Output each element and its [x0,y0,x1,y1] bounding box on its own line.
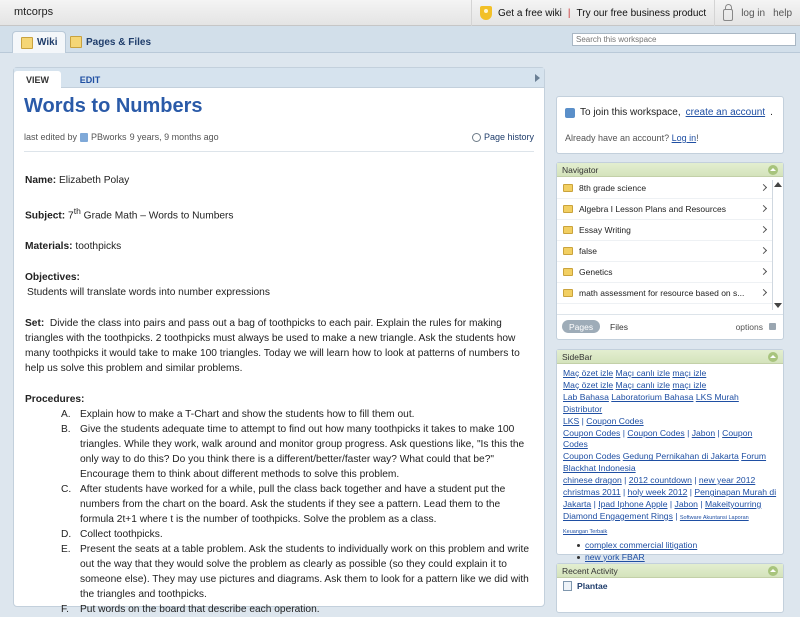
navigator-scrollbar[interactable] [772,180,782,310]
chevron-right-icon [760,268,767,275]
set-text: Divide the class into pairs and pass out a bag of toothpicks to each pair. Explain the rules for making triangles with the toothpicks. 2 toothpicks must always be used to make a new triangle. Ask the students how many toothpicks it would take to make 100 triangles. Today we will learn how to look at patterns of numbers to help us solve this problem and similar problems. [25,318,520,375]
sidebar-line [563,380,777,392]
promo-area [471,0,714,26]
login-suffix: ! [696,133,699,143]
sidebar-link[interactable]: new york FBAR [585,551,645,562]
procedure-letter: E. [61,544,71,556]
nav-item-label: 8th grade science [579,183,647,193]
navigator-header [557,163,783,177]
sidebar-link[interactable]: Jabon [674,498,698,509]
procedures-label: Procedures: [25,394,85,406]
subject-grade: 7 [68,210,74,222]
clock-icon [472,133,481,142]
chevron-right-icon [760,247,767,254]
separator: | [624,475,627,486]
try-business-product-link[interactable]: Try our free business product [576,7,707,19]
content-tabs [14,68,544,88]
nav-item[interactable] [557,178,772,199]
sidebar-link[interactable]: Coupon Codes [586,415,644,426]
sidebar-link[interactable]: maçı izle [672,379,707,390]
join-line [565,107,773,118]
sidebar-title: SideBar [562,352,593,362]
join-suffix: . [770,107,773,118]
procedure-letter: F. [61,604,69,616]
sidebar-line [563,451,777,463]
scroll-down-icon[interactable] [774,303,782,308]
objectives-label: Objectives: [25,272,80,284]
options-dropdown-icon[interactable] [769,323,776,330]
collapse-icon[interactable] [768,165,778,175]
sidebar-line [563,416,777,428]
tab-edit[interactable]: EDIT [79,75,101,85]
login-link[interactable]: log in [741,7,766,19]
sidebar-link[interactable]: Maç özet izle [563,379,614,390]
subject-label: Subject: [25,210,66,222]
last-edited [24,132,219,142]
sidebar-link[interactable]: christmas 2011 [563,487,621,498]
procedure-text: After students have worked for a while, pull the class back together and have a student put the numbers from the chart on the board. Ask the students if they see a pattern. Lead them to the formula 2t+1 where t is the number of toothpicks. Solve the problem as a class. [80,484,506,526]
procedure-text: Explain how to make a T-Chart and show the students how to fill them out. [80,409,415,421]
sidebar-link[interactable]: Coupon Codes [627,427,685,438]
sidebar-link[interactable]: maçı izle [672,368,707,378]
top-bar-right [471,0,800,26]
sidebar-line [563,511,777,525]
chevron-right-icon [760,226,767,233]
nav-item-label: false [579,246,597,256]
sidebar-link[interactable]: Coupon Codes [563,427,621,438]
separator: | [689,487,693,498]
last-edited-prefix: last edited by [24,132,78,142]
procedure-letter: D. [61,529,72,541]
objectives-value: Students will translate words into number expressions [27,287,270,299]
sidebar-link[interactable]: 2012 countdown [628,475,692,486]
page-body [25,173,530,617]
procedure-item [61,422,530,482]
separator: | [622,427,625,438]
sidebar-link[interactable]: LKS [563,415,580,426]
subject-rest: Grade Math – Words to Numbers [83,210,234,222]
top-bar [0,0,800,26]
procedure-letter: A. [61,409,71,421]
sidebar-link[interactable]: Maçı canlı izle [615,379,670,390]
pbworks-badge-icon [480,6,492,20]
sidebar-link[interactable]: Ipad Iphone Apple [598,498,668,509]
tab-pages-files[interactable] [62,31,159,53]
collapse-arrow-icon[interactable] [535,74,540,82]
nav-item-label: math assessment for resource based on s... [579,288,745,298]
join-prefix: To join this workspace, [580,107,681,118]
have-account-line [565,133,699,143]
folder-icon [563,289,573,297]
sidebar-link[interactable]: Keuangan Terbaik [563,528,608,535]
procedure-text: Collect toothpicks. [80,529,163,541]
folder-icon [563,184,573,192]
nav-item-label: Genetics [579,267,613,277]
separator: | [700,498,703,509]
separator: | [694,475,697,486]
materials-value: toothpicks [75,241,122,253]
set-block [25,316,530,376]
procedure-item [61,527,530,542]
chevron-right-icon [760,205,767,212]
sidebar-link[interactable]: Forum [741,451,767,462]
sidebar-line [563,487,777,499]
tab-wiki-label: Wiki [37,37,58,48]
sidebar-link[interactable]: Coupon Codes [563,451,621,462]
procedures-block [25,392,530,617]
page-icon [563,581,572,591]
lock-icon [723,9,733,21]
log-in-link[interactable]: Log in [671,133,697,143]
separator: | [687,427,690,438]
sidebar-link[interactable]: Makeityourring [704,498,762,509]
materials-line [25,239,530,254]
recent-item-label: Plantae [577,581,608,591]
collapse-icon[interactable] [768,352,778,362]
user-icon [80,133,88,142]
user-area [714,0,800,26]
tab-view[interactable]: VIEW [14,71,61,89]
tab-pages[interactable]: Pages [562,320,600,333]
sidebar-link[interactable]: holy week 2012 [627,487,688,498]
sidebar-link[interactable]: Lab Bahasa [563,391,609,402]
content-panel [13,67,545,616]
sidebar-line [563,428,777,452]
procedure-text: Put words on the board that describe each operation. [80,604,320,616]
objectives-block [25,270,530,300]
sidebar-link[interactable]: Jakarta [563,498,592,509]
procedure-text: Give the students adequate time to attempt to find out how many toothpicks it takes to make 100 triangles. While they work, walk around and monitor group progress. Ask questions like, "Is this the only way to do this? Do you think there is a different/better/faster way? What could that be?" Encourage them to think about different methods to solve this problem. [80,424,525,481]
sidebar-bullet-item [585,552,777,564]
nav-item-label: Algebra I Lesson Plans and Resources [579,204,726,214]
join-workspace-box [556,96,784,154]
sidebar-links [557,364,783,568]
help-link[interactable]: help [773,7,792,19]
separator: | [717,427,720,438]
procedure-item [61,602,530,617]
nav-item-label: Essay Writing [579,225,631,235]
recent-activity-header [557,564,783,578]
navigator-panel [556,162,784,340]
name-label: Name: [25,175,57,186]
options-link[interactable]: options [735,322,763,332]
navigator-title: Navigator [562,165,599,175]
pages-files-icon [70,36,82,48]
nav-item[interactable] [557,262,772,283]
sidebar-header [557,350,783,364]
sidebar-link[interactable]: new year 2012 [698,475,756,486]
nav-item[interactable] [557,220,772,241]
sidebar-link[interactable]: Diamond Engagement Rings [563,510,673,521]
sidebar-line [563,499,777,511]
separator: | [669,498,673,509]
recent-activity-item[interactable] [557,578,783,594]
sidebar-link[interactable]: LKS Murah [695,391,739,402]
set-label: Set: [25,318,45,330]
divider [24,151,534,152]
promo-separator: | [567,7,571,19]
sidebar-line [563,525,777,539]
recent-activity-title: Recent Activity [562,566,618,576]
page-history-label: Page history [483,132,534,142]
sidebar-link[interactable]: Jabon [691,427,716,438]
separator: | [581,415,584,426]
sidebar-panel [556,349,784,562]
edited-ago: 9 years, 9 months ago [129,132,219,142]
navigator-list [557,178,772,304]
sidebar-line [563,463,777,475]
procedure-letter: C. [61,484,72,496]
sidebar-line [563,392,777,416]
separator: | [623,487,626,498]
sidebar-bullet-item [585,540,777,552]
procedure-item [61,482,530,527]
chevron-right-icon [760,289,767,296]
nav-item[interactable] [557,199,772,220]
scroll-up-icon[interactable] [774,182,782,187]
sidebar-bullet-list [563,540,777,564]
tab-wiki[interactable] [12,31,66,53]
wiki-icon [21,37,33,49]
subject-sup: th [73,206,81,216]
sidebar-link[interactable]: Gedung Pernikahan di Jakarta [622,451,739,462]
navigator-footer [557,314,783,338]
folder-icon [563,268,573,276]
collapse-icon[interactable] [768,566,778,576]
sidebar-link[interactable]: Coupon Codes [563,427,753,450]
procedure-item [61,407,530,422]
nav-item[interactable] [557,283,772,304]
sidebar-link[interactable]: Maçı canlı izle [615,368,670,378]
procedure-item [61,542,530,602]
sidebar-link[interactable]: Maç özet izle [563,368,614,378]
tab-pages-files-label: Pages & Files [86,36,152,48]
name-value: Elizabeth Polay [58,175,130,186]
sidebar-link[interactable]: Laboratorium Bahasa [611,391,694,402]
folder-icon [563,205,573,213]
sidebar-link[interactable]: chinese dragon [563,475,622,486]
recent-activity-panel [556,563,784,613]
procedures-list [25,407,530,617]
folder-icon [563,247,573,255]
page-history-link[interactable] [472,132,534,142]
procedure-text: Present the seats at a table problem. Ask the students to individually work on this problem and write out the way that they would solve the problem as clearly as possible (so they could explain it to someone else). They may use pictures and diagrams. Ask them to look for a pattern like we did with the triangles and toothpicks. [80,544,530,601]
sidebar-line [563,368,777,380]
subject-line [25,204,530,223]
name-line [25,173,530,188]
workspace-icon [565,108,575,118]
site-name[interactable]: mtcorps [14,6,54,18]
sidebar-line [563,475,777,487]
separator: | [675,510,678,521]
sidebar-link[interactable]: Software Akuntansi Laporan [679,514,749,521]
nav-item[interactable] [557,241,772,262]
create-account-link[interactable]: create an account [685,107,766,118]
materials-label: Materials: [25,241,73,253]
editor-name[interactable]: PBworks [91,132,127,142]
folder-icon [563,226,573,234]
sidebar-link[interactable]: Distributor [563,403,603,414]
search-input[interactable] [572,33,796,46]
sidebar-link[interactable]: complex commercial litigation [585,539,698,550]
tab-files[interactable]: Files [610,322,628,332]
separator: | [593,498,596,509]
chevron-right-icon [760,184,767,191]
have-account-text: Already have an account? [565,133,670,143]
procedure-letter: B. [61,424,71,436]
sidebar-link[interactable]: Blackhat Indonesia [563,463,636,474]
page-title: Words to Numbers [24,95,203,117]
sidebar-link[interactable]: Penginapan Murah di [694,487,777,498]
get-free-wiki-link[interactable]: Get a free wiki [497,7,562,19]
